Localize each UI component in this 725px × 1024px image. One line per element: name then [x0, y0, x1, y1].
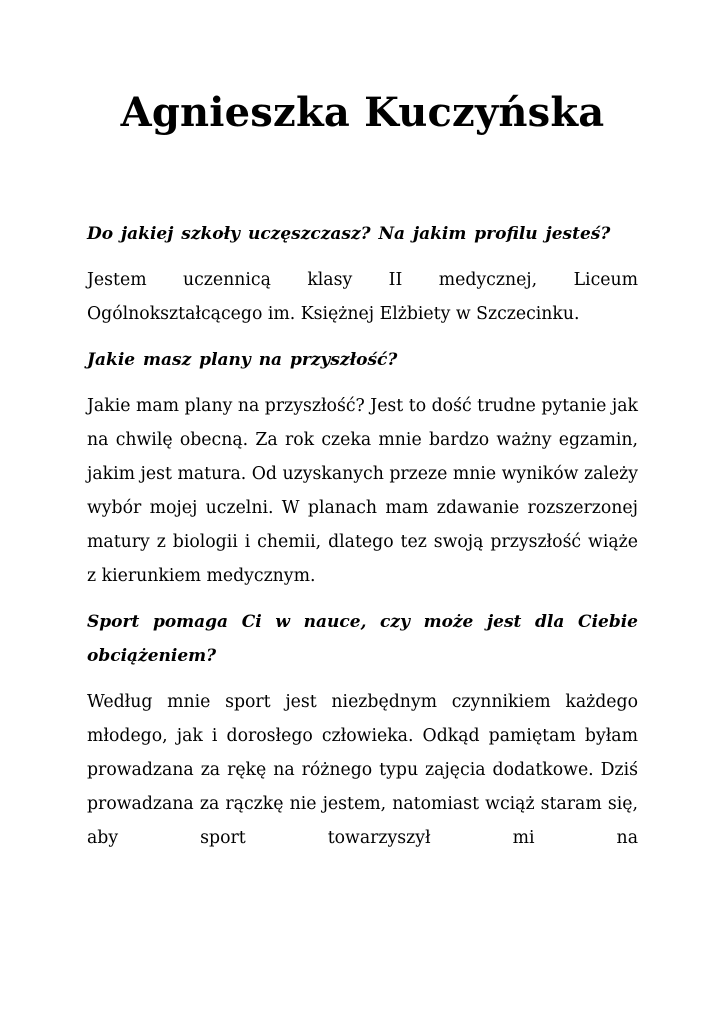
- question-school: Do jakiej szkoły uczęszczasz? Na jakim profilu jesteś?: [87, 224, 611, 244]
- page-title: Agnieszka Kuczyńska: [120, 89, 605, 136]
- answer-school-line-2: Ogólnokształcącego im. Księżnej Elżbiety w Szczecinku.: [87, 304, 580, 324]
- question-plans: Jakie masz plany na przyszłość?: [87, 350, 398, 370]
- answer-sport: Według mnie sport jest niezbędnym czynnikiem każdego młodego, jak i dorosłego człowieka. Odkąd pamiętam byłam prowadzana za rękę na różnego typu zajęcia dodatkowe. Dziś prowadzana za rączkę nie jestem, natomiast wciąż staram się, aby sport towarzyszył mi na: [87, 692, 638, 848]
- answer-plans: Jakie mam plany na przyszłość? Jest to dość trudne pytanie jak na chwilę obecną. Za rok czeka mnie bardzo ważny egzamin, jakim jest matura. Od uzyskanych przeze mnie wyników zależy wybór mojej uczelni. W planach mam zdawanie rozszerzonej matury z biologii i chemii, dlatego tez swoją przyszłość wiąże z kierunkiem medycznym.: [87, 396, 638, 586]
- answer-school: [87, 263, 638, 331]
- answer-school-line-1: Jestem uczennicą klasy II medycznej, Liceum: [87, 270, 638, 290]
- question-sport: Sport pomaga Ci w nauce, czy może jest dla Ciebie obciążeniem?: [87, 612, 638, 666]
- interview-body: [87, 217, 638, 855]
